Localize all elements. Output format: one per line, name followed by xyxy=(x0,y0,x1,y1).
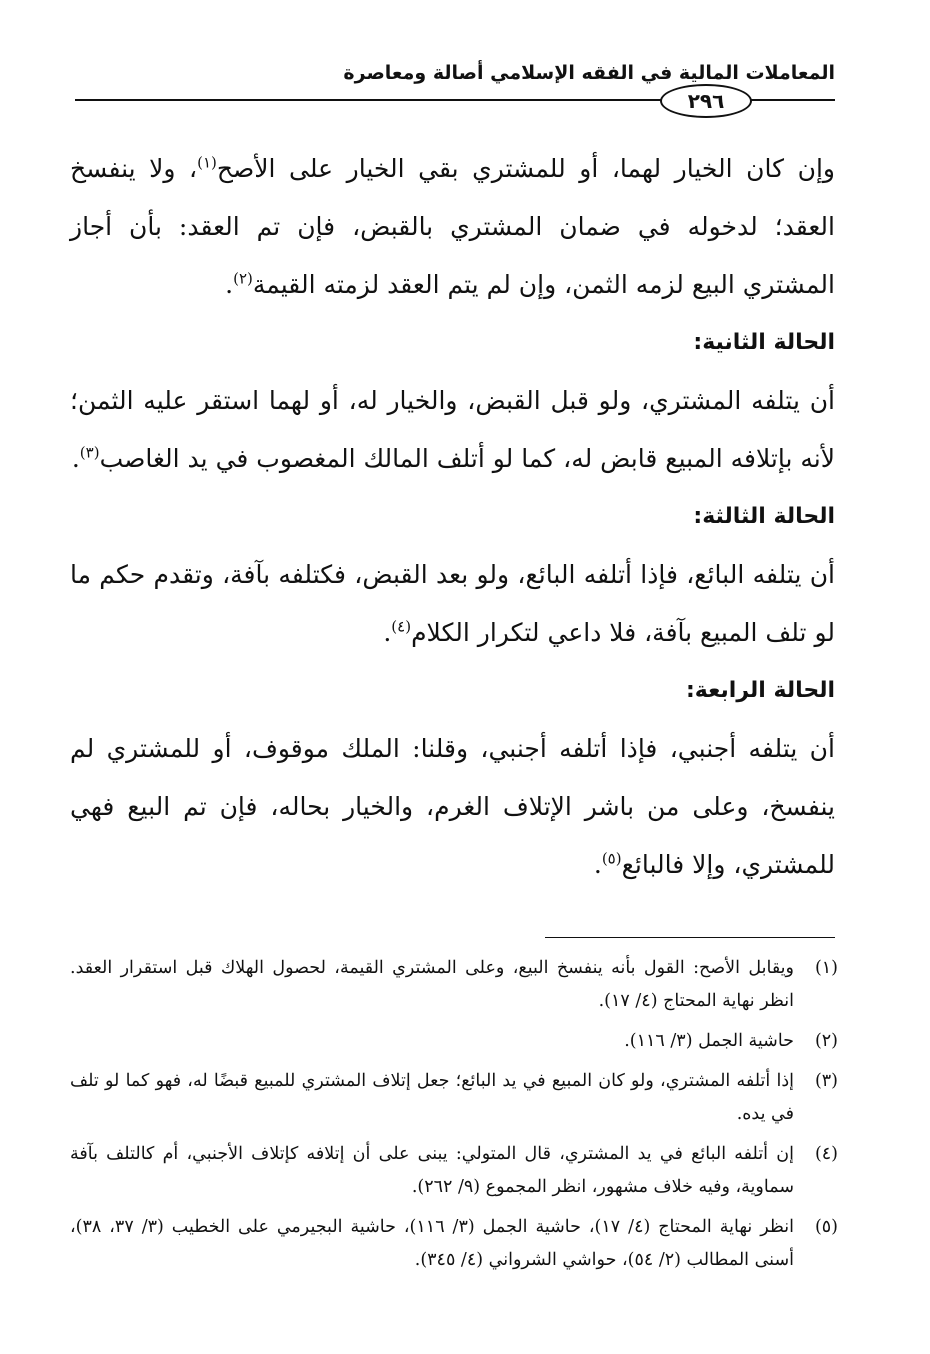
footnote-number: (٤) xyxy=(814,1144,838,1164)
footnote xyxy=(70,1138,838,1204)
footnote-ref[interactable]: (٥) xyxy=(601,849,622,868)
footnote xyxy=(70,1065,838,1131)
footnote xyxy=(70,952,838,1018)
footnote xyxy=(70,1025,838,1058)
text-run: ، ولا ينفسخ العقد؛ لدخوله في ضمان المشتري بالقبض، فإن تم العقد: بأن أجاز المشتري البيع لزمه الثمن، وإن لم يتم العقد لزمته القيمة xyxy=(70,154,835,299)
page-number: ٢٩٦ xyxy=(660,84,752,118)
section-heading-4: الحالة الرابعة: xyxy=(685,678,835,703)
text-run: . xyxy=(593,850,602,879)
footnotes xyxy=(70,952,838,1284)
paragraph-4 xyxy=(70,720,835,894)
text-run: . xyxy=(225,270,234,299)
footnote-ref[interactable]: (٣) xyxy=(79,443,100,462)
section-heading-3: الحالة الثالثة: xyxy=(693,504,835,529)
paragraph-2 xyxy=(70,372,835,488)
text-run: أن يتلفه أجنبي، فإذا أتلفه أجنبي، وقلنا: الملك موقوف، أو للمشتري لم ينفسخ، وعلى من باشر الإتلاف الغرم، والخيار بحاله، فإن تم البيع فهي للمشتري، وإلا فالبائع xyxy=(70,734,835,879)
section-heading-2: الحالة الثانية: xyxy=(693,330,835,355)
footnote-ref[interactable]: (١) xyxy=(197,153,217,172)
footnote-text: إذا أتلفه المشتري، ولو كان المبيع في يد البائع؛ جعل إتلاف المشتري للمبيع قبضًا له، فهو كما لو تلف في يده. xyxy=(70,1071,794,1124)
footnote-text: انظر نهاية المحتاج (٤/ ١٧)، حاشية الجمل (٣/ ١١٦)، حاشية البجيرمي على الخطيب (٣/ ٣٧، ٣٨)، أسنى المطالب (٢/ ٥٤)، حواشي الشرواني (٤/ ٣٤٥). xyxy=(70,1217,794,1270)
footnote-number: (٢) xyxy=(814,1031,838,1051)
footnote-number: (٣) xyxy=(814,1071,838,1091)
footnote-text: إن أتلفه البائع في يد المشتري، قال المتولي: يبنى على أن إتلافه كإتلاف الأجنبي، أم كالتلف بآفة سماوية، وفيه خلاف مشهور، انظر المجموع (٩/ ٢٦٢). xyxy=(70,1144,794,1197)
main-text xyxy=(70,140,835,894)
text-run: وإن كان الخيار لهما، أو للمشتري بقي الخيار على الأصح xyxy=(216,154,835,183)
text-run: . xyxy=(71,444,80,473)
footnote-ref[interactable]: (٢) xyxy=(233,269,253,288)
footnote-number: (١) xyxy=(814,958,838,978)
text-run: أن يتلفه المشتري، ولو قبل القبض، والخيار له، أو لهما استقر عليه الثمن؛ لأنه بإتلافه المبيع قابض له، كما لو أتلف المالك المغصوب في يد الغاصب xyxy=(70,386,835,473)
footnote-separator xyxy=(545,937,835,938)
paragraph-3 xyxy=(70,546,835,662)
paragraph-1 xyxy=(70,140,835,314)
footnote-number: (٥) xyxy=(814,1217,838,1237)
text-run: أن يتلفه البائع، فإذا أتلفه البائع، ولو بعد القبض، فكتلفه بآفة، وتقدم حكم ما لو تلف المبيع بآفة، فلا داعي لتكرار الكلام xyxy=(70,560,835,647)
footnote-text: حاشية الجمل (٣/ ١١٦). xyxy=(624,1031,794,1051)
footnote-ref[interactable]: (٤) xyxy=(391,617,412,636)
text-run: . xyxy=(383,618,392,647)
footnote xyxy=(70,1211,838,1277)
running-header: المعاملات المالية في الفقه الإسلامي أصالة ومعاصرة xyxy=(343,62,835,84)
footnote-text: ويقابل الأصح: القول بأنه ينفسخ البيع، وعلى المشتري القيمة، لحصول الهلاك قبل استقرار العقد. انظر نهاية المحتاج (٤/ ١٧). xyxy=(70,958,794,1011)
